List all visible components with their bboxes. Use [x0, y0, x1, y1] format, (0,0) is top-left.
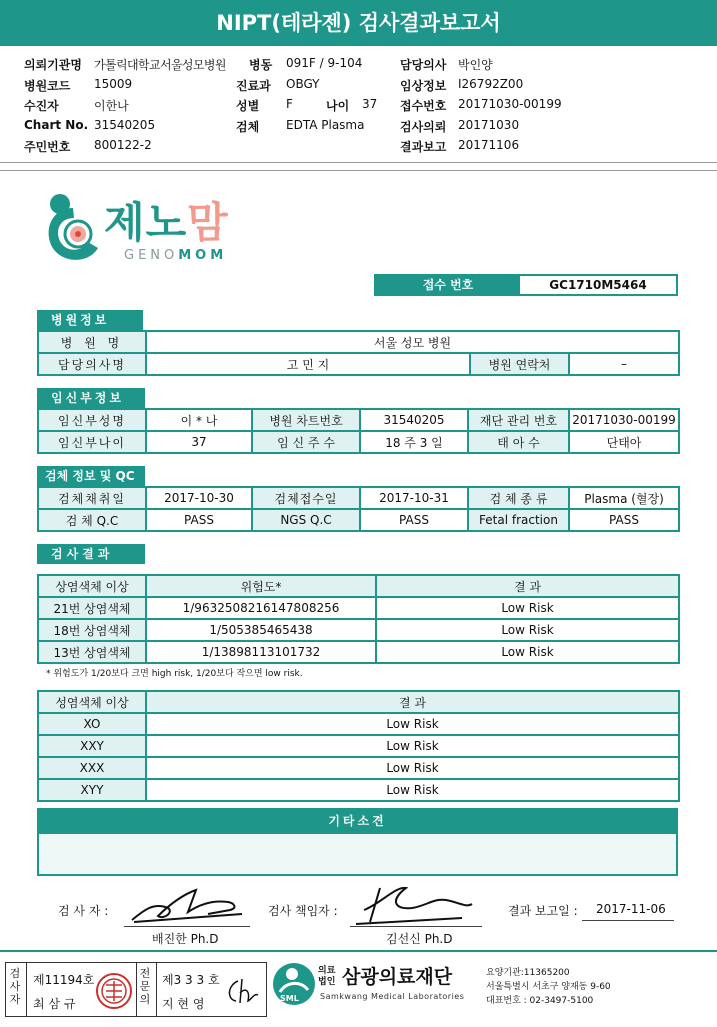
patient-value: 이한나 [94, 99, 129, 113]
specimen-qc: PASS [146, 509, 252, 531]
patient-label: 수진자 [24, 99, 59, 113]
hospital-code-label: 병원코드 [24, 78, 71, 93]
table-row [38, 691, 679, 713]
examiner-name: 배진한 Ph.D [152, 932, 219, 946]
autosome-results-table [37, 574, 680, 664]
logo-en-b: MOM [178, 248, 228, 263]
hospital-code-value: 15009 [94, 76, 133, 91]
hospital-name-label: 병 원 명 [38, 331, 146, 353]
dept-value: OBGY [286, 76, 320, 91]
table-row [38, 353, 679, 375]
section-results: 검사결과 [37, 544, 145, 564]
org-prefix-b: 법인 [318, 977, 336, 987]
table-row [38, 757, 679, 779]
sex-result-value: Low Risk [146, 757, 679, 779]
risk-value: 1/13898113101732 [146, 641, 376, 663]
sex-chromosome-name: XXY [38, 735, 146, 757]
director-signature-icon [350, 880, 482, 926]
specialist-signature-icon [224, 977, 260, 1007]
seal-icon [94, 971, 134, 1011]
licensee-1: 최 삼 규 [33, 997, 76, 1011]
sex-result-header: 결 과 [146, 691, 679, 713]
report-title: NIPT(테라젠) 검사결과보고서 [0, 0, 717, 46]
report-label: 결과보고 [400, 140, 447, 154]
risk-value: 1/505385465438 [146, 619, 376, 641]
doctor-name-label: 담당의사명 [38, 353, 146, 375]
report-date-label: 결과 보고일 : [508, 904, 578, 918]
result-value: Low Risk [376, 597, 679, 619]
table-row [38, 487, 679, 509]
remarks-body [37, 834, 678, 876]
pregnant-name-label: 임신부성명 [38, 409, 146, 431]
ward-value: 091F / 9-104 [286, 56, 363, 70]
remarks-header: 기타소견 [37, 808, 678, 834]
pregnant-age: 37 [146, 431, 252, 453]
hospital-contact-label: 병원 연락처 [470, 353, 569, 375]
org-en: Samkwang Medical Laboratories [320, 992, 465, 1001]
collect-date-label: 검체채취일 [38, 487, 146, 509]
table-row [38, 641, 679, 663]
specimen-label: 검체 [236, 119, 260, 134]
result-header: 결 과 [376, 575, 679, 597]
risk-header: 위험도* [146, 575, 376, 597]
report-date-line [582, 920, 674, 921]
table-row [38, 409, 679, 431]
autosome-name: 18번 상염색체 [38, 619, 146, 641]
fetal-fraction: PASS [569, 509, 679, 531]
collect-date: 2017-10-30 [146, 487, 252, 509]
autosome-header: 상염색체 이상 [38, 575, 146, 597]
sex-result-value: Low Risk [146, 779, 679, 801]
id-label: 주민번호 [24, 140, 71, 154]
chart-label: Chart No. [24, 117, 89, 132]
request-value: 20171030 [458, 117, 520, 132]
sex-label: 성별 [236, 99, 260, 113]
divider-bottom [0, 950, 717, 952]
weeks-label: 임 신 주 수 [252, 431, 360, 453]
mgmt-no-label: 재단 관리 번호 [468, 409, 569, 431]
director-name: 김선신 Ph.D [386, 932, 453, 946]
org-name: 삼광의료재단 [342, 966, 453, 988]
section-specimen-info: 검체 정보 및 QC [37, 466, 145, 486]
ward-label: 병동 [249, 58, 273, 72]
ngs-qc-label: NGS Q.C [252, 509, 360, 531]
director-label: 검사 책임자 : [268, 904, 338, 918]
section-pregnant-info: 임신부정보 [37, 388, 145, 408]
risk-value: 1/9632508216147808256 [146, 597, 376, 619]
chart-no-label: 병원 차트번호 [252, 409, 360, 431]
mgmt-no: 20171030-00199 [569, 409, 679, 431]
chart-value: 31540205 [94, 117, 156, 132]
divider-top [0, 162, 717, 163]
director-line [350, 926, 482, 927]
examiner-line [124, 926, 250, 927]
license-box [5, 962, 267, 1017]
pregnant-age-label: 임신부나이 [38, 431, 146, 453]
sex-chromosome-header: 성염색체 이상 [38, 691, 146, 713]
doctor-label: 담당의사 [400, 58, 447, 72]
license-2: 제3 3 3 호 [162, 973, 220, 987]
clinical-label: 임상정보 [400, 78, 447, 93]
specimen-type: Plasma (혈장) [569, 487, 679, 509]
accession-box [374, 274, 678, 296]
sex-chromosome-table [37, 690, 680, 802]
chart-no: 31540205 [360, 409, 468, 431]
specimen-info-table [37, 486, 680, 532]
org-contact [486, 966, 611, 1008]
risk-note: * 위험도가 1/20보다 크면 high risk, 1/20보다 작으면 low risk. [46, 669, 303, 679]
fetal-fraction-label: Fetal fraction [468, 509, 569, 531]
accession-label: 접수 번호 [376, 276, 520, 294]
sex-chromosome-name: XXX [38, 757, 146, 779]
doctor-name: 고 민 지 [146, 353, 470, 375]
section-hospital-info: 병원정보 [37, 310, 143, 330]
age-label: 나이 [326, 99, 350, 113]
table-row [38, 597, 679, 619]
table-row [38, 509, 679, 531]
examiner-signature-icon [124, 880, 250, 926]
autosome-name: 21번 상염색체 [38, 597, 146, 619]
receipt-value: 20171030-00199 [458, 97, 562, 111]
id-value: 800122-2 [94, 138, 152, 152]
logo-kr-b: 맘 [187, 198, 229, 247]
institution-label: 의뢰기관명 [24, 58, 82, 72]
accession-value: GC1710M5464 [549, 278, 647, 292]
specialist-vertical-label: 전문의 [139, 967, 151, 1006]
age-value: 37 [362, 97, 378, 111]
table-row [38, 779, 679, 801]
org-prefix [318, 966, 335, 988]
logo-kr-a: 제노 [104, 198, 188, 247]
sex-value: F [286, 97, 293, 111]
licensee-2: 지 현 영 [162, 997, 205, 1011]
specimen-value: EDTA Plasma [286, 117, 365, 132]
clinical-value: I26792Z00 [458, 76, 524, 91]
genomom-logo [38, 190, 253, 270]
sex-result-value: Low Risk [146, 713, 679, 735]
org-phone: 대표번호 : 02-3497-5100 [486, 996, 594, 1006]
org-address: 서울특별시 서초구 양재동 9-60 [486, 982, 611, 992]
examiner-vertical-label: 검사자 [9, 967, 21, 1006]
receive-date: 2017-10-31 [360, 487, 468, 509]
org-prefix-a: 의료 [318, 966, 336, 976]
institution-value: 가톨릭대학교서울성모병원 [94, 58, 226, 72]
table-row [38, 331, 679, 353]
sex-result-value: Low Risk [146, 735, 679, 757]
pregnant-name: 이 * 나 [146, 409, 252, 431]
table-row [38, 713, 679, 735]
table-row [38, 735, 679, 757]
hospital-info-table [37, 330, 680, 376]
sml-text: SML [280, 994, 299, 1003]
weeks: 18 주 3 일 [360, 431, 468, 453]
doctor-value: 박인양 [458, 58, 493, 72]
dept-label: 진료과 [236, 78, 271, 93]
result-value: Low Risk [376, 619, 679, 641]
org-code: 요양기관:11365200 [486, 968, 570, 978]
receive-date-label: 검체접수일 [252, 487, 360, 509]
receipt-label: 접수번호 [400, 99, 447, 113]
fetus: 단태아 [569, 431, 679, 453]
genomom-emblem-icon [38, 190, 108, 268]
ngs-qc: PASS [360, 509, 468, 531]
report-date: 2017-11-06 [596, 902, 666, 916]
pregnant-info-table [37, 408, 680, 454]
examiner-label: 검 사 자 : [58, 904, 109, 918]
license-1: 제11194호 [33, 973, 95, 987]
report-value: 20171106 [458, 138, 520, 152]
result-value: Low Risk [376, 641, 679, 663]
autosome-name: 13번 상염색체 [38, 641, 146, 663]
table-row [38, 431, 679, 453]
sex-chromosome-name: XO [38, 713, 146, 735]
divider-top-2 [0, 170, 717, 171]
sex-chromosome-name: XYY [38, 779, 146, 801]
logo-en-a: GENO [124, 248, 179, 263]
specimen-type-label: 검 체 종 류 [468, 487, 569, 509]
table-row [38, 619, 679, 641]
patient-header [24, 54, 714, 157]
request-label: 검사의뢰 [400, 119, 447, 134]
table-row [38, 575, 679, 597]
hospital-contact: – [569, 353, 679, 375]
hospital-name: 서울 성모 병원 [146, 331, 679, 353]
specimen-qc-label: 검 체 Q.C [38, 509, 146, 531]
fetus-label: 태 아 수 [468, 431, 569, 453]
